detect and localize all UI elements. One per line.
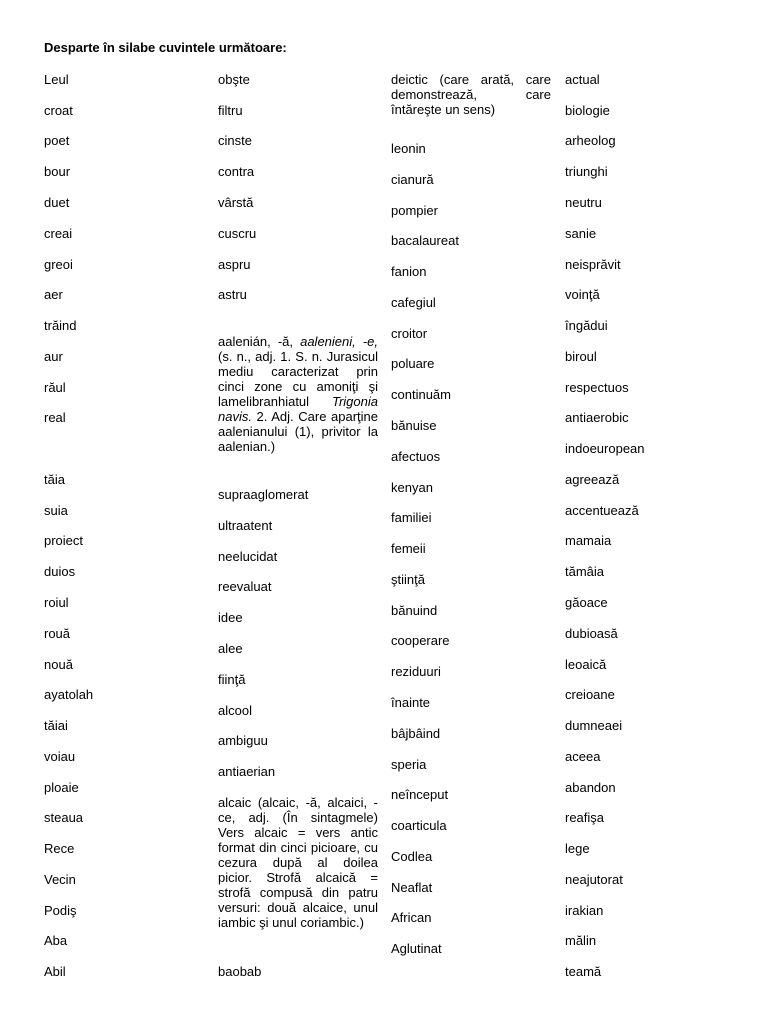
word: continuăm xyxy=(391,387,451,402)
word: agreează xyxy=(565,472,620,487)
word: aur xyxy=(44,349,63,364)
word: kenyan xyxy=(391,480,433,495)
word: lege xyxy=(565,841,590,856)
word: arheolog xyxy=(565,133,616,148)
word: neelucidat xyxy=(218,549,278,564)
word: bacalaureat xyxy=(391,233,459,248)
word: obşte xyxy=(218,72,250,87)
definition-text: aalenián, -ă, xyxy=(218,334,301,349)
word: poluare xyxy=(391,356,435,371)
word: cinste xyxy=(218,133,252,148)
word: aceea xyxy=(565,749,601,764)
word: reafişa xyxy=(565,810,605,825)
word: bănuise xyxy=(391,418,437,433)
word: leonin xyxy=(391,141,426,156)
word: Vecin xyxy=(44,872,76,887)
word: ultraatent xyxy=(218,518,273,533)
word: Rece xyxy=(44,841,75,856)
word: dubioasă xyxy=(565,626,618,641)
word: îngădui xyxy=(565,318,608,333)
word: leoaică xyxy=(565,657,607,672)
word: Abil xyxy=(44,964,66,979)
word: Codlea xyxy=(391,849,433,864)
word: aer xyxy=(44,287,63,302)
word: reevaluat xyxy=(218,579,272,594)
word: neisprăvit xyxy=(565,257,621,272)
word: abandon xyxy=(565,780,616,795)
word: alcool xyxy=(218,703,252,718)
word: găoace xyxy=(565,595,608,610)
word: creai xyxy=(44,226,73,241)
word: coarticula xyxy=(391,818,447,833)
alcaic-definition: alcaic (alcaic, -ă, alcaici, -ce, adj. (În sintagmele) Vers alcaic = vers antic format din cinci picioare, cu cezura după al doilea picior. Strofă alcaică = strofă compusă din patru versuri: două alcaice, unul iambic şi unul coriambic.) xyxy=(218,795,378,930)
word: voinţă xyxy=(565,287,600,302)
word: proiect xyxy=(44,533,84,548)
word: baobab xyxy=(218,964,262,979)
word: sanie xyxy=(565,226,597,241)
word: indoeuropean xyxy=(565,441,645,456)
word: fiinţă xyxy=(218,672,246,687)
word: voiau xyxy=(44,749,76,764)
deictic-definition: deictic (care arată, care demonstrează, care întăreşte un sens) xyxy=(391,72,551,117)
word: triunghi xyxy=(565,164,608,179)
word: croitor xyxy=(391,326,428,341)
word: femeii xyxy=(391,541,426,556)
word: steaua xyxy=(44,810,84,825)
word: roiul xyxy=(44,595,69,610)
word: cuscru xyxy=(218,226,257,241)
word: actual xyxy=(565,72,600,87)
word: neajutorat xyxy=(565,872,623,887)
word: mălin xyxy=(565,933,597,948)
word: duios xyxy=(44,564,76,579)
word: teamă xyxy=(565,964,602,979)
word: filtru xyxy=(218,103,243,118)
word: poet xyxy=(44,133,70,148)
word: duet xyxy=(44,195,70,210)
word: tăiai xyxy=(44,718,68,733)
word: Podiş xyxy=(44,903,77,918)
word: trăind xyxy=(44,318,77,333)
word: respectuos xyxy=(565,380,629,395)
word: astru xyxy=(218,287,247,302)
aalenian-definition xyxy=(218,334,378,454)
word: fanion xyxy=(391,264,427,279)
word: idee xyxy=(218,610,243,625)
word: aspru xyxy=(218,257,251,272)
word: Aba xyxy=(44,933,68,948)
word: bănuind xyxy=(391,603,438,618)
word: creioane xyxy=(565,687,615,702)
word: greoi xyxy=(44,257,73,272)
word: bour xyxy=(44,164,71,179)
word: pompier xyxy=(391,203,438,218)
word: dumneaei xyxy=(565,718,623,733)
word: neutru xyxy=(565,195,602,210)
word: tămâia xyxy=(565,564,605,579)
word: tăia xyxy=(44,472,65,487)
word: vârstă xyxy=(218,195,254,210)
word: rouă xyxy=(44,626,71,641)
word: ştiinţă xyxy=(391,572,425,587)
word: neînceput xyxy=(391,787,449,802)
word: Leul xyxy=(44,72,69,87)
word: croat xyxy=(44,103,73,118)
word: irakian xyxy=(565,903,604,918)
word: ayatolah xyxy=(44,687,94,702)
word: familiei xyxy=(391,510,432,525)
word: accentuează xyxy=(565,503,639,518)
word: speria xyxy=(391,757,427,772)
definition-italic: aalenieni, -e, xyxy=(300,334,378,349)
word: biologie xyxy=(565,103,610,118)
page-title: Desparte în silabe cuvintele următoare: xyxy=(44,40,287,55)
word: antiaerian xyxy=(218,764,276,779)
word: răul xyxy=(44,380,66,395)
word: cafegiul xyxy=(391,295,436,310)
definition-text: 2. Adj. Care aparţine aalenianului (1), privitor la aalenian.) xyxy=(218,409,378,454)
definition-text: (s. n., adj. 1. S. n. Jurasicul mediu caracterizat prin cinci zone cu amoniţi şi lamelibranhiatul xyxy=(218,349,378,409)
word: ploaie xyxy=(44,780,79,795)
word: nouă xyxy=(44,657,73,672)
word: suia xyxy=(44,503,68,518)
word: Aglutinat xyxy=(391,941,442,956)
word: afectuos xyxy=(391,449,441,464)
word: antiaerobic xyxy=(565,410,629,425)
word: supraaglomerat xyxy=(218,487,309,502)
word: bâjbâind xyxy=(391,726,441,741)
word: real xyxy=(44,410,66,425)
definition-italic: Trigonia navis. xyxy=(218,394,378,424)
word: ambiguu xyxy=(218,733,268,748)
word: reziduuri xyxy=(391,664,441,679)
word: cianură xyxy=(391,172,434,187)
word: înainte xyxy=(391,695,431,710)
word: Neaflat xyxy=(391,880,433,895)
word: African xyxy=(391,910,432,925)
word: biroul xyxy=(565,349,597,364)
word: mamaia xyxy=(565,533,612,548)
word: alee xyxy=(218,641,243,656)
word: contra xyxy=(218,164,255,179)
word: cooperare xyxy=(391,633,450,648)
